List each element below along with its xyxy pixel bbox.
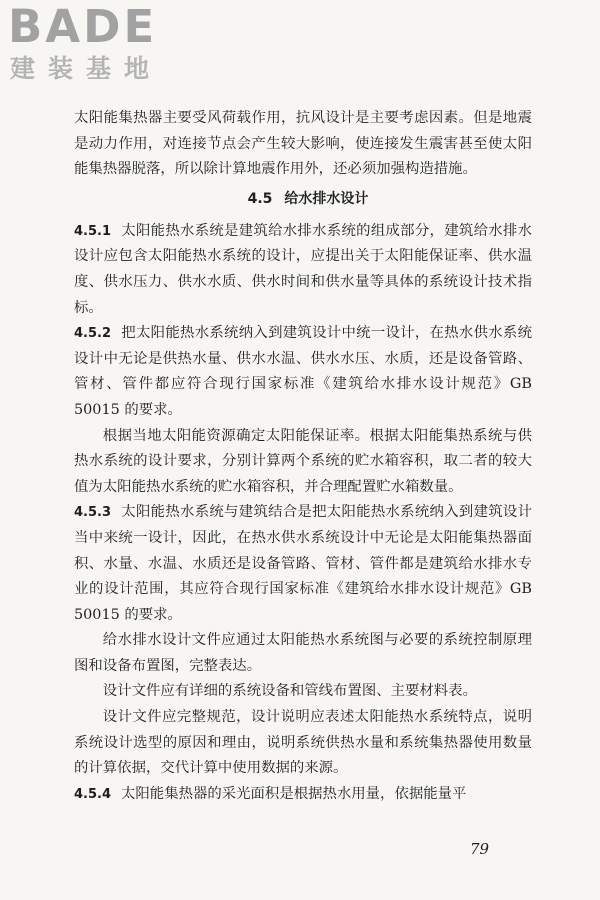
clause-4-5-2 <box>74 321 532 423</box>
paragraph-design-spec: 设计文件应完整规范，设计说明应表述太阳能热水系统特点，说明系统设计选型的原因和理由，说明系统供热水量和系统集热器使用数量的计算依据，交代计算中使用数据的来源。 <box>74 709 532 777</box>
clause-number: 4.5.3 <box>74 505 112 521</box>
paragraph-storage-tank: 根据当地太阳能资源确定太阳能保证率。根据太阳能集热系统与供热水系统的设计要求，分别计算两个系统的贮水箱容积，取二者的较大值为太阳能热水系统的贮水箱容积，并合理配置贮水箱数量。 <box>74 427 532 495</box>
paragraph-layout-drawings: 设计文件应有详细的系统设备和管线布置图、主要材料表。 <box>102 683 477 700</box>
section-number: 4.5 <box>247 190 273 207</box>
section-title: 给水排水设计 <box>284 190 369 207</box>
document-body <box>74 106 532 807</box>
clause-4-5-1 <box>74 219 532 321</box>
clause-text: 太阳能热水系统与建筑结合是把太阳能热水系统纳入到建筑设计当中来统一设计，因此，在热水供水系统设计中无论是太阳能集热器面积、水量、水温、水质还是设备管路、管材、管件都是建筑给水排水专业的设计范围，其应符合现行国家标准《建筑给水排水设计规范》GB 50015 的要求。 <box>74 504 532 623</box>
page-number: 79 <box>470 840 490 858</box>
clause-text: 把太阳能热水系统纳入到建筑设计中统一设计，在热水供水系统设计中无论是供热水量、供水水温、供水水压、水质，还是设备管路、管材、管件都应符合现行国家标准《建筑给水排水设计规范》GB 50015 的要求。 <box>74 325 532 418</box>
logo-subtitle: 建装基地 <box>10 54 163 83</box>
paragraph-wind-seismic: 太阳能集热器主要受风荷载作用，抗风设计是主要考虑因素。但是地震是动力作用，对连接节点会产生较大影响，使连接发生震害甚至使太阳能集热器脱落，所以除计算地震作用外，还必须加强构造措施。 <box>74 110 532 178</box>
clause-4-5-3 <box>74 500 532 628</box>
logo-brand-text: BADE <box>8 0 158 53</box>
paragraph-design-docs: 给水排水设计文件应通过太阳能热水系统图与必要的系统控制原理图和设备布置图，完整表达。 <box>74 632 532 674</box>
clause-text: 太阳能集热器的采光面积是根据热水用量，依据能量平 <box>121 785 467 802</box>
brand-logo <box>8 0 183 88</box>
section-heading <box>84 187 532 212</box>
clause-number: 4.5.1 <box>74 223 112 239</box>
clause-4-5-4 <box>74 782 532 808</box>
clause-text: 太阳能热水系统是建筑给水排水系统的组成部分，建筑给水排水设计应包含太阳能热水系统的设计，应提出关于太阳能保证率、供水温度、供水压力、供水水质、供水时间和供水量等具体的系统设计技术指标。 <box>74 222 532 316</box>
clause-number: 4.5.2 <box>74 326 112 342</box>
clause-number: 4.5.4 <box>74 786 112 802</box>
